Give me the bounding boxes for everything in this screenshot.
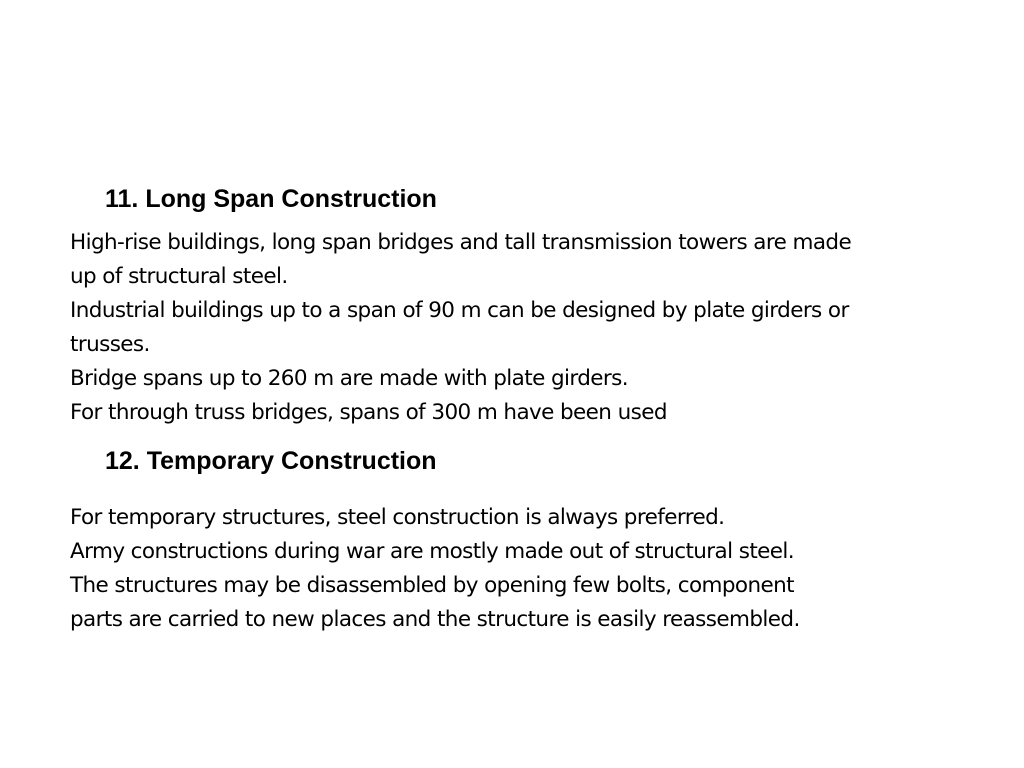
section-heading-temporary: 12. Temporary Construction: [105, 447, 437, 475]
body-line: For through truss bridges, spans of 300 m have been used: [70, 400, 667, 425]
section-body-temporary: [70, 501, 970, 637]
body-line: trusses.: [70, 332, 150, 357]
body-line: parts are carried to new places and the structure is easily reassembled.: [70, 607, 800, 632]
section-body-long-span: [70, 226, 970, 430]
section-heading-long-span: 11. Long Span Construction: [105, 185, 437, 213]
body-line: The structures may be disassembled by opening few bolts, component: [70, 573, 794, 598]
body-line: Industrial buildings up to a span of 90 m can be designed by plate girders or: [70, 298, 849, 323]
body-line: For temporary structures, steel construction is always preferred.: [70, 505, 725, 530]
body-line: High-rise buildings, long span bridges and tall transmission towers are made: [70, 230, 852, 255]
body-line: Bridge spans up to 260 m are made with plate girders.: [70, 366, 628, 391]
body-line: up of structural steel.: [70, 264, 288, 289]
body-line: Army constructions during war are mostly made out of structural steel.: [70, 539, 795, 564]
